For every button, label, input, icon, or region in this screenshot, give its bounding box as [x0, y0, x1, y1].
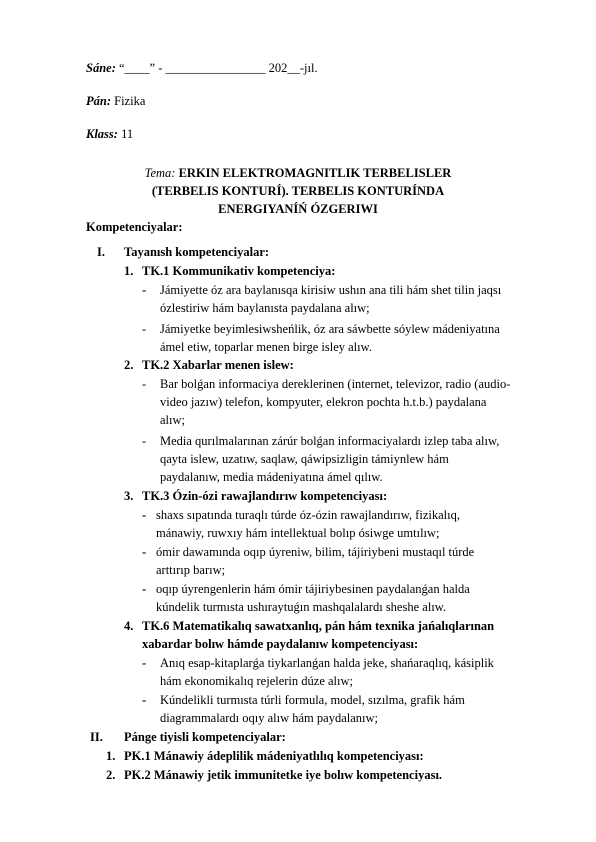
item-3-title: TK.3 Ózin-ózi rawajlandırıw kompetenciyası:: [142, 489, 388, 503]
bullet-line: ámel etiw, toparlar menen birge isley alıw.: [160, 340, 372, 354]
item-1-title: TK.1 Kommunikativ kompetenciya:: [142, 264, 336, 278]
bullet-line: ózlestiriw hám baylanısta paydalana alıw;: [160, 301, 370, 315]
item-4-number: 4.: [124, 619, 134, 633]
bullet-line: Media qurılmalarınan zárúr bolǵan informaciyalardı izlep taba alıw,: [160, 434, 500, 448]
subject-line: [86, 94, 145, 108]
topic-line-3: ENERGIYANÍŃ ÓZGERIWI: [218, 202, 378, 216]
section-2-number: II.: [90, 730, 103, 744]
bullet-line: Jámiyetke beyimlesiwsheńlik, óz ara sáwbette sóylew mádeniyatına: [160, 322, 500, 336]
bullet-line: kúndelik turmısta ushıraytuǵın mashqalalardı sheshe alıw.: [156, 600, 447, 614]
bullet-dash: -: [142, 693, 147, 707]
bullet-line: shaxs sıpatında turaqlı túrde óz-ózin rawajlandırıw, fizikalıq,: [156, 508, 460, 522]
bullet-line: Anıq esap-kitaplarǵa tiykarlanǵan halda jeke, shańaraqlıq, kásiplik: [160, 656, 494, 670]
bullet-line: mánawiy, ruwxıy hám intellektual bolıp ósiwge umtılıw;: [156, 526, 440, 540]
topic-line-1: [0, 166, 596, 180]
item-4-title: TK.6 Matematikalıq sawatxanlıq, pán hám texnika jańalıqlarınan: [142, 619, 495, 633]
date-line: [86, 61, 318, 75]
item-2-title: TK.2 Xabarlar menen islew:: [142, 358, 294, 372]
section-2-item-1-number: 1.: [106, 749, 116, 763]
topic-title-1: ERKIN ELEKTROMAGNITLIK TERBELISLER: [178, 166, 452, 180]
item-2-number: 2.: [124, 358, 134, 372]
item-4-title-cont: xabardar bolıw hámde paydalanıw kompetenciyası:: [142, 637, 419, 651]
topic-label: Tema:: [144, 166, 176, 180]
bullet-dash: -: [142, 656, 147, 670]
bullet-line: ómir dawamında oqıp úyreniw, bilim, tájiriybeni mustaqıl túrde: [156, 545, 475, 559]
bullet-line: diagrammalardı oqıy alıw hám paydalanıw;: [160, 711, 378, 725]
bullet-dash: -: [142, 283, 147, 297]
class-label: Klass:: [86, 127, 118, 141]
bullet-line: oqıp úyrengenlerin hám ómir tájiriybesinen paydalanǵan halda: [156, 582, 470, 596]
competencies-heading: Kompetenciyalar:: [86, 220, 183, 234]
bullet-dash: -: [142, 377, 147, 391]
section-2-item-1-title: PK.1 Mánawiy ádeplilik mádeniyatlılıq kompetenciyası:: [124, 749, 424, 763]
class-line: [86, 127, 133, 141]
bullet-line: alıw;: [160, 413, 185, 427]
bullet-line: paydalanıw, media mádeniyatına ámel qılıw.: [160, 470, 383, 484]
subject-label: Pán:: [86, 94, 111, 108]
bullet-line: Jámiyette óz ara baylanısqa kirisiw ushın ana tili hám shet tilin jaqsı: [160, 283, 502, 297]
subject-value: Fizika: [114, 94, 146, 108]
bullet-line: qayta islew, uzatıw, saqlaw, qáwipsizligin támiynlew hám: [160, 452, 449, 466]
item-1-number: 1.: [124, 264, 134, 278]
bullet-dash: -: [142, 434, 147, 448]
bullet-dash: -: [142, 508, 147, 522]
item-3-number: 3.: [124, 489, 134, 503]
section-2-title: Pánge tiyisli kompetenciyalar:: [124, 730, 286, 744]
bullet-line: Bar bolǵan informaciya dereklerinen (internet, televizor, radio (audio-: [160, 377, 511, 391]
section-2-item-2-title: PK.2 Mánawiy jetik immunitetke iye bolıw kompetenciyası.: [124, 768, 443, 782]
date-value: “____” - ________________ 202__-jıl.: [119, 61, 318, 75]
topic-line-2: (TERBELIS KONTURÍ). TERBELIS KONTURÍNDA: [151, 184, 445, 198]
bullet-dash: -: [142, 582, 147, 596]
date-label: Sáne:: [86, 61, 116, 75]
section-1-title: Tayanısh kompetenciyalar:: [124, 245, 270, 259]
class-value: 11: [121, 127, 134, 141]
bullet-line: arttırıp barıw;: [156, 563, 226, 577]
section-1-number: I.: [97, 245, 105, 259]
bullet-dash: -: [142, 545, 147, 559]
bullet-line: video jazıw) telefon, kompyuter, elekron pochta h.t.b.) paydalana: [160, 395, 487, 409]
bullet-line: hám ekonomikalıq rejelerin dúze alıw;: [160, 674, 353, 688]
bullet-line: Kúndelikli turmısta túrli formula, model, sızılma, grafik hám: [160, 693, 465, 707]
bullet-dash: -: [142, 322, 147, 336]
section-2-item-2-number: 2.: [106, 768, 116, 782]
